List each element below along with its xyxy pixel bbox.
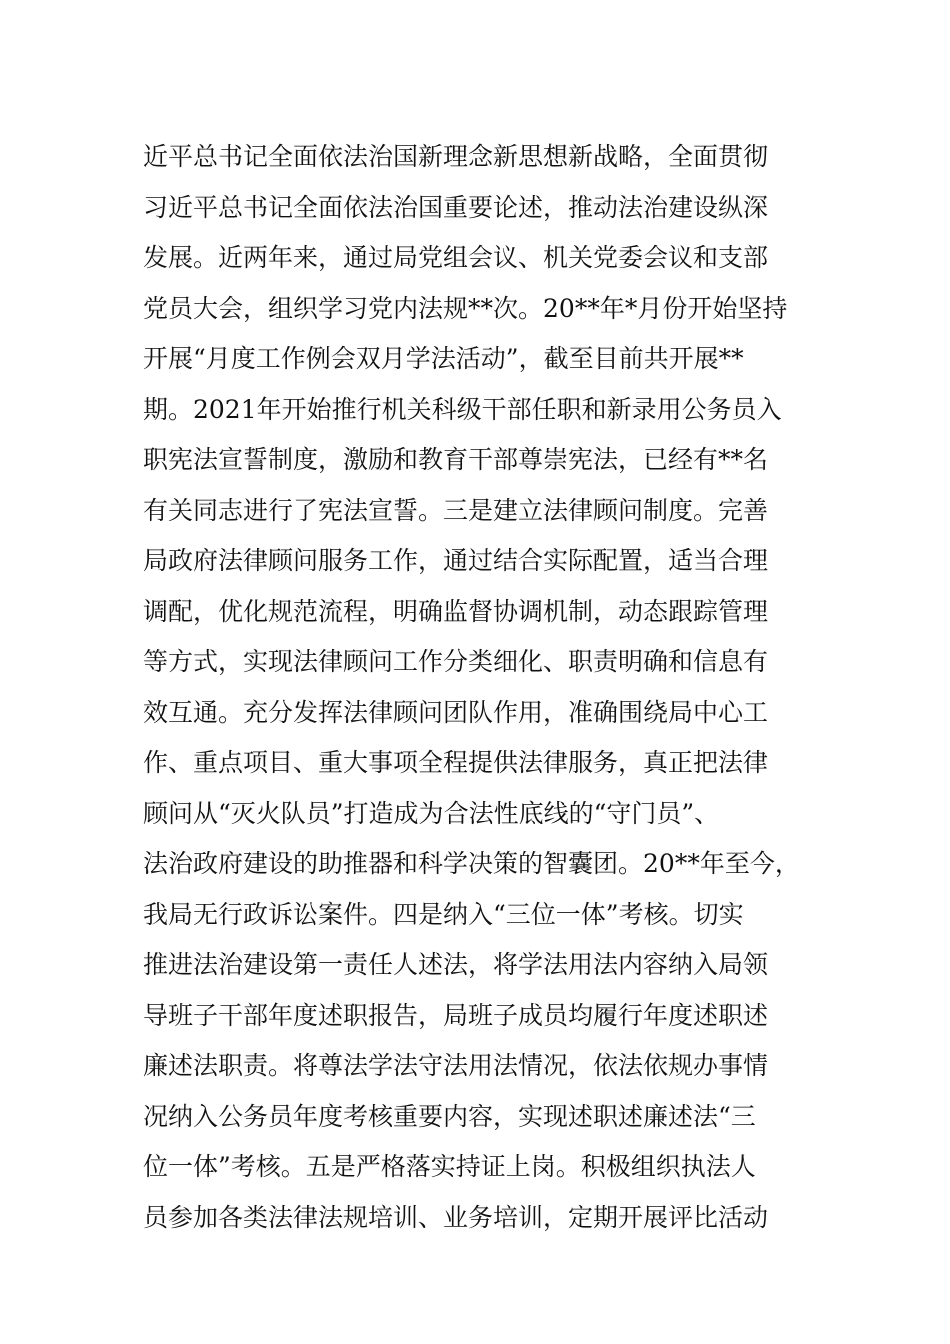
- text-line: 期。2021年开始推行机关科级干部任职和新录用公务员入: [143, 394, 782, 424]
- text-line: 等方式，实现法律顾问工作分类细化、职责明确和信息有: [143, 647, 769, 676]
- text-line: 习近平总书记全面依法治国重要论述，推动法治建设纵深: [143, 192, 769, 222]
- text-line: 导班子干部年度述职报告，局班子成员均履行年度述职述: [143, 1000, 769, 1030]
- text-line: 顾问从“灭火队员”打造成为合法性底线的“守门员”、: [143, 798, 720, 828]
- text-line: 发展。近两年来，通过局党组会议、机关党委会议和支部: [143, 243, 769, 272]
- text-line: 廉述法职责。将尊法学法守法用法情况，依法依规办事情: [143, 1051, 769, 1080]
- text-line: 况纳入公务员年度考核重要内容，实现述职述廉述法“三: [143, 1101, 756, 1131]
- text-line: 我局无行政诉讼案件。四是纳入“三位一体”考核。切实: [143, 899, 744, 929]
- body-paragraph: [143, 132, 833, 1243]
- text-line: 职宪法宣誓制度，激励和教育干部尊崇宪法，已经有**名: [143, 445, 769, 474]
- text-line: 员参加各类法律法规培训、业务培训，定期开展评比活动: [143, 1202, 769, 1232]
- text-line: 近平总书记全面依法治国新理念新思想新战略，全面贯彻: [143, 142, 769, 171]
- text-line: 开展“月度工作例会双月学法活动”，截至目前共开展**: [143, 344, 744, 373]
- text-line: 局政府法律顾问服务工作，通过结合实际配置，适当合理: [143, 546, 769, 575]
- text-line: 推进法治建设第一责任人述法，将学法用法内容纳入局领: [143, 950, 769, 979]
- text-line: 调配，优化规范流程，明确监督协调机制，动态跟踪管理: [143, 596, 769, 626]
- text-line: 有关同志进行了宪法宣誓。三是建立法律顾问制度。完善: [143, 495, 769, 525]
- text-line: 法治政府建设的助推器和科学决策的智囊团。20**年至今，: [143, 849, 800, 878]
- text-line: 位一体”考核。五是严格落实持证上岗。积极组织执法人: [143, 1152, 756, 1181]
- text-line: 党员大会，组织学习党内法规**次。20**年*月份开始坚持: [143, 293, 788, 323]
- text-line: 作、重点项目、重大事项全程提供法律服务，真正把法律: [143, 748, 769, 777]
- text-line: 效互通。充分发挥法律顾问团队作用，准确围绕局中心工: [143, 697, 769, 727]
